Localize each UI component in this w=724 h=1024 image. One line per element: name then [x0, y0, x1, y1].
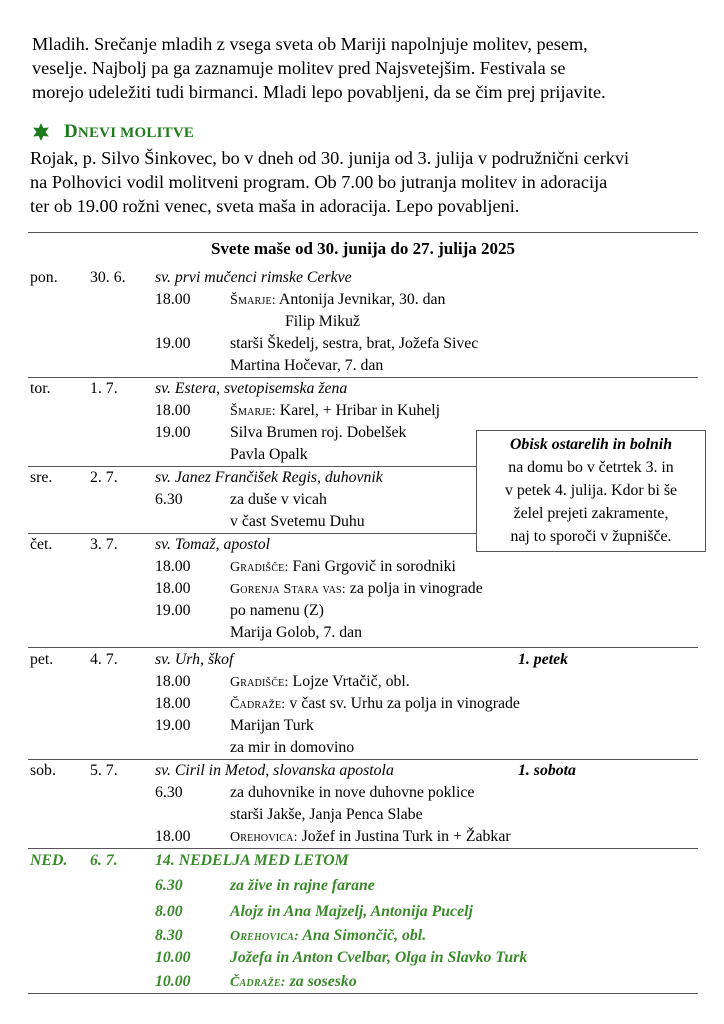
mass-time: 10.00 [155, 949, 191, 966]
intention-text: Marijan Turk [230, 717, 314, 734]
mass-intention [230, 623, 362, 643]
day-name: NED. [30, 852, 68, 869]
notice-line: v petek 4. julija. Kdor bi še [505, 482, 677, 499]
saint-name: sv. Janez Frančišek Regis, duhovnik [155, 469, 383, 486]
mass-time: 6.30 [155, 877, 183, 894]
mass-intention [230, 557, 456, 578]
notice-line: na domu bo v četrtek 3. in [508, 459, 674, 476]
intention-text: Alojz in Ana Majzelj, Antonija Pucelj [230, 903, 473, 920]
intention-text: za duše v vicah [230, 491, 327, 508]
intro-line: veselje. Najbolj pa ga zaznamuje molitev pred Najsvetejšim. Festivala se [32, 58, 566, 78]
mass-place: Šmarje: [230, 404, 276, 419]
mass-place: Orehovica: [230, 929, 300, 944]
mass-time: 18.00 [155, 828, 191, 845]
mass-time: 19.00 [155, 424, 191, 441]
day-name: čet. [30, 536, 53, 553]
day-date: 30. 6. [90, 269, 126, 286]
notice-title: Obisk ostarelih in bolnih [510, 436, 672, 453]
mass-time: 6.30 [155, 491, 183, 508]
mass-intention [230, 401, 440, 422]
intention-text: Jožef in Justina Turk in + Žabkar [297, 828, 511, 845]
mass-intention [230, 926, 426, 947]
intention-text: Lojze Vrtačič, obl. [288, 673, 410, 690]
notice-box [476, 430, 706, 552]
mass-time: 8.00 [155, 903, 183, 920]
mass-time: 19.00 [155, 717, 191, 734]
mass-intention [230, 783, 474, 803]
mass-intention [230, 972, 357, 993]
saint-name: sv. Tomaž, apostol [155, 536, 270, 553]
mass-intention [230, 334, 478, 354]
intention-text: za mir in domovino [230, 739, 355, 756]
day-date: 1. 7. [90, 380, 118, 397]
divider [28, 993, 698, 994]
day-date: 4. 7. [90, 651, 118, 668]
divider [28, 232, 698, 233]
intention-text: Fani Grgovič in sorodniki [288, 558, 456, 575]
prayer-paragraph [30, 146, 714, 218]
mass-place: Čadraže: [230, 697, 286, 712]
saint-name: sv. prvi mučenci rimske Cerkve [155, 269, 352, 286]
mass-intention [230, 445, 308, 465]
mass-intention [230, 827, 511, 848]
intention-text: Antonija Jevnikar, 30. dan [275, 291, 446, 308]
mass-intention [230, 423, 406, 443]
intention-text: za sosesko [285, 973, 357, 990]
mass-intention [285, 312, 360, 332]
day-date: 6. 7. [90, 852, 118, 869]
day-name: pon. [30, 269, 58, 286]
section-heading [32, 121, 194, 143]
intention-text: za polja in vinograde [345, 580, 483, 597]
intro-paragraph [32, 32, 712, 104]
intention-text: starši Škedelj, sestra, brat, Jožefa Sivec [230, 335, 479, 352]
day-name: tor. [30, 380, 51, 397]
day-date: 5. 7. [90, 762, 118, 779]
intro-line: morejo udeležiti tudi birmanci. Mladi lepo povabljeni, da se čim prej prijavite. [32, 82, 606, 102]
intention-text: Jožefa in Anton Cvelbar, Olga in Slavko Turk [230, 949, 528, 966]
mass-intention [230, 716, 314, 736]
mass-intention [230, 601, 324, 621]
mass-time: 18.00 [155, 291, 191, 308]
saint-name: sv. Urh, škof [155, 651, 234, 668]
intention-text: Filip Mikuž [285, 313, 361, 330]
mass-intention [230, 579, 483, 600]
mass-time: 18.00 [155, 695, 191, 712]
mass-time: 6.30 [155, 784, 183, 801]
section-title: DNEVI MOLITVE [64, 121, 195, 142]
mass-intention [230, 948, 527, 968]
divider [28, 759, 698, 760]
mass-time: 8.30 [155, 927, 183, 944]
schedule-title: Svete maše od 30. junija do 27. julija 2025 [210, 239, 516, 258]
mass-place: Gradišče: [230, 675, 289, 690]
intention-text: Silva Brumen roj. Dobelšek [230, 424, 407, 441]
star-icon [32, 123, 50, 141]
mass-intention [230, 490, 327, 510]
mass-intention [230, 290, 445, 311]
prayer-line: Rojak, p. Silvo Šinkovec, bo v dneh od 30. junija od 3. julija v podružnični cerkvi [30, 148, 630, 168]
mass-time: 10.00 [155, 973, 191, 990]
mass-time: 19.00 [155, 335, 191, 352]
intention-text: za duhovnike in nove duhovne poklice [230, 784, 475, 801]
day-name: pet. [30, 651, 54, 668]
saint-name: sv. Ciril in Metod, slovanska apostola [155, 762, 394, 779]
mass-place: Gorenja Stara vas: [230, 582, 346, 597]
intention-text: Karel, + Hribar in Kuhelj [275, 402, 441, 419]
mass-intention [230, 876, 375, 896]
day-note: 1. petek [518, 651, 569, 668]
divider [28, 647, 698, 648]
mass-intention [230, 672, 410, 693]
mass-intention [230, 694, 520, 715]
intention-text: Pavla Opalk [230, 446, 308, 463]
intro-line: Mladih. Srečanje mladih z vsega sveta ob Mariji napolnjuje molitev, pesem, [32, 34, 588, 54]
saint-name: sv. Estera, svetopisemska žena [155, 380, 348, 397]
day-note: 1. sobota [518, 762, 576, 779]
mass-time: 19.00 [155, 602, 191, 619]
intention-text: v čast Svetemu Duhu [230, 513, 365, 530]
day-name: sob. [30, 762, 56, 779]
mass-intention [230, 902, 473, 922]
mass-place: Čadraže: [230, 975, 286, 990]
divider [28, 377, 698, 378]
notice-line: naj to sporoči v župnišče. [510, 528, 672, 545]
day-date: 3. 7. [90, 536, 118, 553]
notice-line: želel prejeti zakramente, [513, 505, 669, 522]
saint-name: 14. NEDELJA MED LETOM [155, 852, 349, 869]
day-name: sre. [30, 469, 53, 486]
intention-text: v čast sv. Urhu za polja in vinograde [285, 695, 520, 712]
intention-text: za žive in rajne farane [230, 877, 375, 894]
mass-intention [230, 512, 365, 532]
intention-text: Marija Golob, 7. dan [230, 624, 363, 641]
intention-text: Ana Simončič, obl. [299, 927, 427, 944]
mass-time: 18.00 [155, 402, 191, 419]
mass-place: Orehovica: [230, 830, 298, 845]
mass-intention [230, 738, 354, 758]
intention-text: Martina Hočevar, 7. dan [230, 357, 384, 374]
mass-intention [230, 356, 383, 376]
mass-time: 18.00 [155, 580, 191, 597]
intention-text: starši Jakše, Janja Penca Slabe [230, 806, 423, 823]
intention-text: po namenu (Z) [230, 602, 324, 619]
mass-intention [230, 805, 423, 825]
mass-time: 18.00 [155, 558, 191, 575]
prayer-line: ter ob 19.00 rožni venec, sveta maša in adoracija. Lepo povabljeni. [30, 196, 520, 216]
day-date: 2. 7. [90, 469, 118, 486]
mass-time: 18.00 [155, 673, 191, 690]
mass-place: Gradišče: [230, 560, 289, 575]
mass-place: Šmarje: [230, 293, 276, 308]
prayer-line: na Polhovici vodil molitveni program. Ob 7.00 bo jutranja molitev in adoracija [30, 172, 608, 192]
divider [28, 848, 698, 849]
